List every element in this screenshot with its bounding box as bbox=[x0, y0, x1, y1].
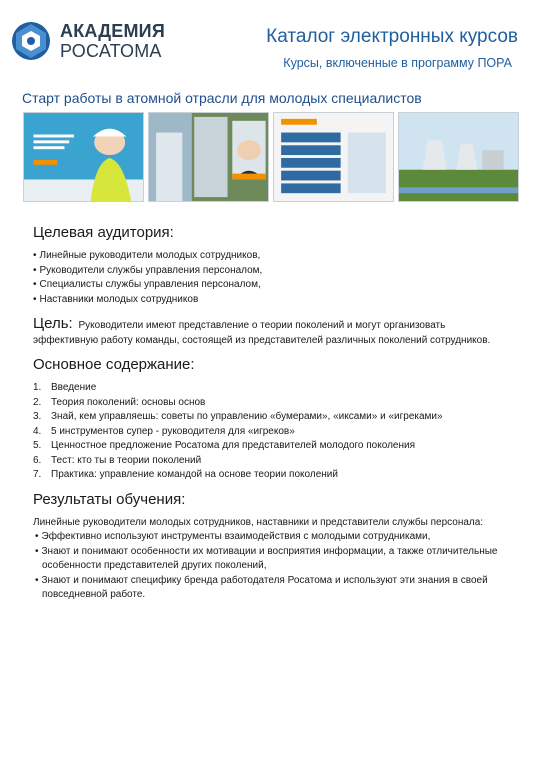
goal-paragraph bbox=[33, 317, 503, 348]
list-item: 4. 5 инструментов супер - руководителя для «игреков» bbox=[33, 425, 295, 437]
logo-text-line2: РОСАТОМА bbox=[60, 41, 162, 61]
contents-heading: Основное содержание: bbox=[33, 356, 195, 373]
list-item: 1. Введение bbox=[33, 382, 97, 393]
list-item: • Эффективно используют инструменты взаимодействия с молодыми сотрудниками, bbox=[33, 530, 503, 545]
list-item: • Знают и понимают специфику бренда работодателя Росатома и используют эти знания в своей повседневной работе. bbox=[33, 574, 503, 603]
nuclear-plant-illustration bbox=[399, 113, 518, 201]
list-item: 3. Знай, кем управляешь: советы по управлению «бумерами», «иксами» и «игреками» bbox=[33, 411, 443, 422]
course-screenshots bbox=[23, 112, 519, 202]
buildings-illustration bbox=[149, 113, 268, 201]
contents-list bbox=[33, 381, 503, 483]
course-title: Старт работы в атомной отрасли для молодых специалистов bbox=[22, 90, 422, 106]
catalog-title: Каталог электронных курсов bbox=[266, 26, 518, 47]
screenshot-menu bbox=[273, 112, 394, 202]
results-intro: Линейные руководители молодых сотрудников, наставники и представители службы персонала: bbox=[33, 516, 484, 528]
rosatom-logo-icon bbox=[10, 20, 52, 62]
results-list bbox=[33, 530, 503, 603]
list-item: 5. Ценностное предложение Росатома для представителей молодого поколения bbox=[33, 440, 415, 451]
list-item: 2. Теория поколений: основы основ bbox=[33, 396, 206, 408]
list-item: 7. Практика: управление командой на основе теории поколений bbox=[33, 469, 338, 480]
list-item: 6. Тест: кто ты в теории поколений bbox=[33, 454, 202, 466]
list-item: • Линейные руководители молодых сотрудников, bbox=[33, 249, 503, 264]
list-item: • Руководители службы управления персоналом, bbox=[33, 264, 503, 279]
audience-list bbox=[33, 249, 503, 307]
screenshot-plant bbox=[398, 112, 519, 202]
screenshot-buildings bbox=[148, 112, 269, 202]
audience-heading: Целевая аудитория: bbox=[33, 224, 174, 241]
screenshot-welcome bbox=[23, 112, 144, 202]
logo-text-line1: АКАДЕМИЯ bbox=[60, 21, 165, 41]
list-item: • Знают и понимают особенности их мотивации и восприятия информации, а также отличительные особенности представителей других поколений, bbox=[33, 545, 503, 574]
course-description bbox=[33, 224, 503, 603]
course-menu-illustration bbox=[274, 113, 393, 201]
list-item: • Специалисты службы управления персоналом, bbox=[33, 278, 503, 293]
catalog-subtitle: Курсы, включенные в программу ПОРА bbox=[283, 56, 512, 70]
rosatom-academy-logo bbox=[10, 18, 180, 64]
results-heading: Результаты обучения: bbox=[33, 490, 186, 508]
goal-text: Руководители имеют представление о теории поколений и могут организовать эффективную работу команды, состоящей из представителей различных поколений сотрудников. bbox=[33, 320, 491, 346]
list-item: • Наставники молодых сотрудников bbox=[33, 293, 503, 308]
goal-label: Цель: bbox=[33, 315, 73, 332]
engineer-woman-illustration bbox=[24, 113, 143, 201]
page-header bbox=[0, 0, 540, 85]
